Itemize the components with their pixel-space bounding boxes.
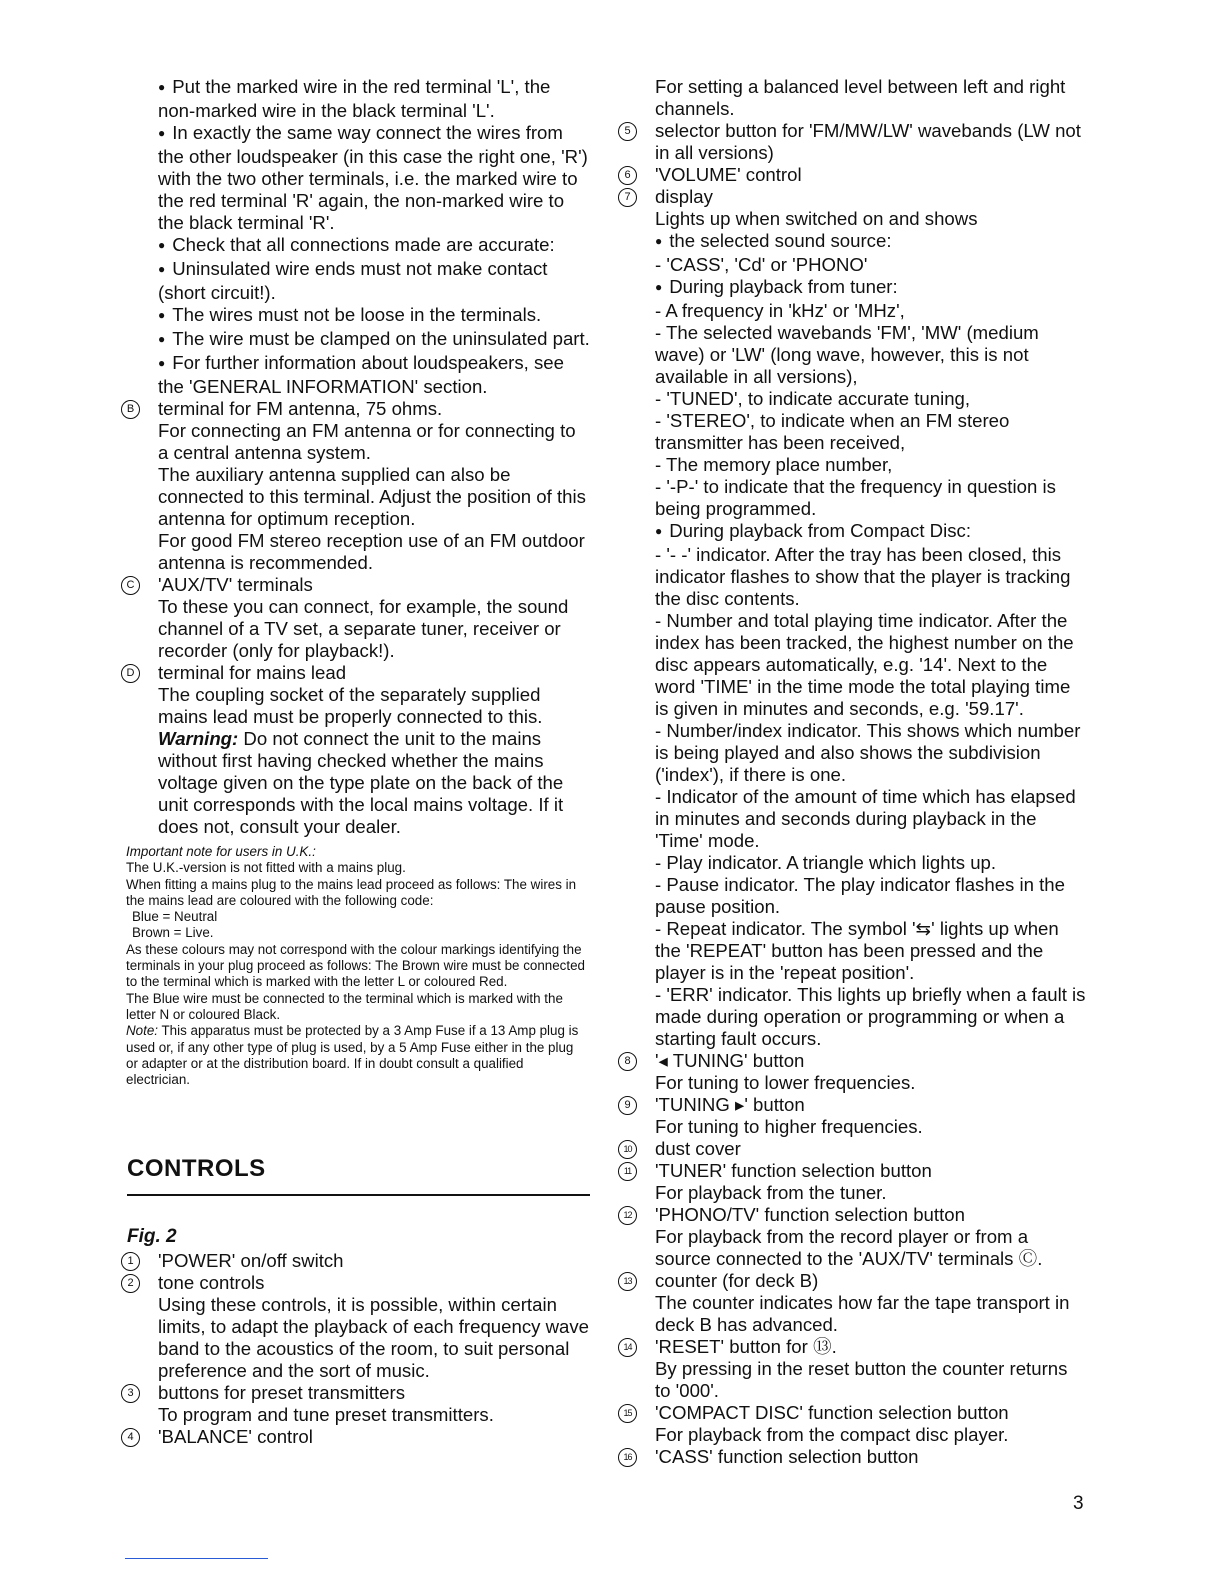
item-text: 'CASS' function selection button <box>655 1446 919 1467</box>
control-item <box>624 164 1087 186</box>
paragraph: For playback from the record player or from a source connected to the 'AUX/TV' terminals Ⓒ. <box>655 1226 1043 1269</box>
bullet-text: Put the marked wire in the red terminal 'L', the non-marked wire in the black terminal 'L'. <box>158 76 551 121</box>
paragraph: - A frequency in 'kHz' or 'MHz', <box>655 300 905 321</box>
paragraph: For playback from the compact disc player. <box>655 1424 1009 1445</box>
item-number-badge: 16 <box>618 1448 637 1467</box>
section-heading: CONTROLS <box>127 1155 266 1182</box>
bullet-text: During playback from tuner: <box>669 276 898 297</box>
item-number-badge: 13 <box>618 1272 637 1291</box>
item-text: terminal for mains lead <box>158 662 347 683</box>
item-number-badge: B <box>121 400 140 419</box>
note-line <box>126 1023 588 1088</box>
warning-label: Warning: <box>158 728 239 749</box>
note-label: Note: <box>126 1023 159 1039</box>
decorative-line <box>125 1558 268 1559</box>
item-number-badge: 7 <box>618 188 637 207</box>
control-item <box>127 1382 590 1404</box>
paragraph: The coupling socket of the separately supplied mains lead must be properly connected to this. <box>158 684 543 727</box>
control-item <box>624 120 1087 164</box>
bullet-text: During playback from Compact Disc: <box>669 520 971 541</box>
item-number-badge: 8 <box>618 1052 637 1071</box>
item-text: dust cover <box>655 1138 741 1159</box>
control-item <box>127 1426 590 1448</box>
paragraph: By pressing in the reset button the counter returns to '000'. <box>655 1358 1068 1401</box>
item-text: 'TUNER' function selection button <box>655 1160 932 1181</box>
item-number-badge: 1 <box>121 1252 140 1271</box>
paragraph: - 'ERR' indicator. This lights up briefly when a fault is made during operation or programming or when a starting fault occurs. <box>655 984 1086 1049</box>
item-text: 'POWER' on/off switch <box>158 1250 344 1271</box>
item-text: 'VOLUME' control <box>655 164 802 185</box>
note-line: Brown = Live. <box>132 925 214 941</box>
control-item <box>127 1250 590 1272</box>
warning-text: Do not connect the unit to the mains without first having checked whether the mains voltage given on the type plate on the back of the unit corresponds with the local mains voltage. If it does not, consult your dealer. <box>158 728 564 837</box>
note-line: Blue = Neutral <box>132 909 218 925</box>
control-item <box>624 1094 1087 1116</box>
paragraph: For playback from the tuner. <box>655 1182 887 1203</box>
right-column <box>623 76 1087 1468</box>
paragraph: - 'TUNED', to indicate accurate tuning, <box>655 388 971 409</box>
paragraph: - 'STEREO', to indicate when an FM stereo transmitter has been received, <box>655 410 1010 453</box>
note-line: The U.K.-version is not fitted with a mains plug. <box>126 860 406 876</box>
bullet-item <box>158 352 590 398</box>
bullet-item <box>655 520 1087 544</box>
item-number-badge: 9 <box>618 1096 637 1115</box>
paragraph: To these you can connect, for example, the sound channel of a TV set, a separate tuner, receiver or recorder (only for playback!). <box>158 596 569 661</box>
item-number-badge: 15 <box>618 1404 637 1423</box>
paragraph: - The memory place number, <box>655 454 893 475</box>
item-text: buttons for preset transmitters <box>158 1382 405 1403</box>
paragraph: The auxiliary antenna supplied can also be connected to this terminal. Adjust the position of this antenna for optimum reception. <box>158 464 586 529</box>
bullet-text: Uninsulated wire ends must not make contact (short circuit!). <box>158 258 548 303</box>
note-line: Important note for users in U.K.: <box>126 844 316 859</box>
item-number-badge: 3 <box>121 1384 140 1403</box>
paragraph: - 'CASS', 'Cd' or 'PHONO' <box>655 254 868 275</box>
item-text: counter (for deck B) <box>655 1270 819 1291</box>
control-item <box>126 574 590 596</box>
control-item <box>126 398 590 420</box>
paragraph: - Indicator of the amount of time which has elapsed in minutes and seconds during playback in the 'Time' mode. <box>655 786 1076 851</box>
control-item <box>624 186 1087 208</box>
item-number-badge: C <box>121 576 140 595</box>
paragraph: Using these controls, it is possible, within certain limits, to adapt the playback of each frequency wave band to the acoustics of the room, to suit personal preference and the sort of music. <box>158 1294 589 1381</box>
bullet-item <box>158 328 590 352</box>
paragraph: To program and tune preset transmitters. <box>158 1404 494 1425</box>
page-number: 3 <box>1073 1493 1084 1514</box>
bullet-text: Check that all connections made are accurate: <box>172 234 555 255</box>
item-text: '◂ TUNING' button <box>655 1050 805 1071</box>
paragraph: - '-P-' to indicate that the frequency in question is being programmed. <box>655 476 1056 519</box>
control-item <box>126 662 590 684</box>
paragraph: - The selected wavebands 'FM', 'MW' (medium wave) or 'LW' (long wave, however, this is not available in all versions), <box>655 322 1039 387</box>
item-text: tone controls <box>158 1272 265 1293</box>
item-text: selector button for 'FM/MW/LW' wavebands (LW not in all versions) <box>655 120 1081 163</box>
paragraph: For connecting an FM antenna or for connecting to a central antenna system. <box>158 420 576 463</box>
paragraph: For good FM stereo reception use of an FM outdoor antenna is recommended. <box>158 530 585 573</box>
item-number-badge: 10 <box>618 1140 637 1159</box>
paragraph: - Number and total playing time indicator. After the index has been tracked, the highest number on the disc appears automatically, e.g. '14'. Next to the word 'TIME' in the time mode the total playing time is given in minutes and seconds, e.g. '59.17'. <box>655 610 1074 719</box>
item-text: 'RESET' button for ⑬. <box>655 1336 837 1357</box>
left-column <box>126 76 590 838</box>
item-text: display <box>655 186 713 207</box>
bullet-text: the selected sound source: <box>669 230 892 251</box>
bullet-item <box>655 276 1087 300</box>
control-item <box>623 1402 1087 1424</box>
control-item <box>623 1336 1087 1358</box>
paragraph: - Number/index indicator. This shows which number is being played and also shows the subdivision ('index'), if there is one. <box>655 720 1081 785</box>
bullet-item <box>655 230 1087 254</box>
control-item <box>127 1272 590 1294</box>
item-number-badge: 11 <box>618 1162 637 1181</box>
item-number-badge: 14 <box>618 1338 637 1357</box>
item-text: terminal for FM antenna, 75 ohms. <box>158 398 443 419</box>
paragraph: For tuning to higher frequencies. <box>655 1116 923 1137</box>
item-number-badge: 5 <box>618 122 637 141</box>
bullet-item <box>158 122 590 234</box>
item-number-badge: 2 <box>121 1274 140 1293</box>
note-line: As these colours may not correspond with the colour markings identifying the terminals in your plug proceed as follows: The Brown wire must be connected to the terminal which is marked with the letter L or coloured Red. <box>126 941 585 990</box>
heading-rule <box>127 1194 590 1196</box>
item-number-badge: 6 <box>618 166 637 185</box>
item-number-badge: D <box>121 664 140 683</box>
item-text: 'BALANCE' control <box>158 1426 313 1447</box>
control-item <box>624 1050 1087 1072</box>
paragraph: - Pause indicator. The play indicator flashes in the pause position. <box>655 874 1065 917</box>
paragraph: For tuning to lower frequencies. <box>655 1072 916 1093</box>
item-text: 'TUNING ▸' button <box>655 1094 805 1115</box>
paragraph: The counter indicates how far the tape transport in deck B has advanced. <box>655 1292 1070 1335</box>
bullet-text: In exactly the same way connect the wires from the other loudspeaker (in this case the right one, 'R') with the two other terminals, i.e. the marked wire to the red terminal 'R' again, the non-marked wire to the black terminal 'R'. <box>158 122 588 233</box>
item-number-badge: 12 <box>618 1206 637 1225</box>
bullet-item <box>158 304 590 328</box>
paragraph: For setting a balanced level between left and right channels. <box>655 76 1066 119</box>
paragraph: - Play indicator. A triangle which lights up. <box>655 852 997 873</box>
bullet-text: For further information about loudspeakers, see the 'GENERAL INFORMATION' section. <box>158 352 564 397</box>
control-item <box>623 1204 1087 1226</box>
left-controls-list <box>127 1250 590 1448</box>
warning-paragraph <box>158 728 590 838</box>
control-item <box>623 1138 1087 1160</box>
item-text: 'PHONO/TV' function selection button <box>655 1204 965 1225</box>
bullet-item <box>158 234 590 258</box>
control-item <box>623 1160 1087 1182</box>
bullet-text: The wire must be clamped on the uninsulated part. <box>172 328 590 349</box>
note-line: The Blue wire must be connected to the terminal which is marked with the letter N or coloured Black. <box>126 990 563 1022</box>
item-number-badge: 4 <box>121 1428 140 1447</box>
uk-note <box>126 844 588 1088</box>
note-line: When fitting a mains plug to the mains lead proceed as follows: The wires in the mains lead are coloured with the following code: <box>126 876 577 908</box>
note-text: This apparatus must be protected by a 3 Amp Fuse if a 13 Amp plug is used or, if any other type of plug is used, by a 5 Amp Fuse either in the plug or adapter or at the distribution board. If in doubt consult a qualified electrician. <box>126 1023 579 1088</box>
item-text: 'AUX/TV' terminals <box>158 574 313 595</box>
bullet-item <box>158 76 590 122</box>
bullet-item <box>158 258 590 304</box>
bullet-text: The wires must not be loose in the terminals. <box>172 304 542 325</box>
paragraph: - Repeat indicator. The symbol '⇆' lights up when the 'REPEAT' button has been pressed and the player is in the 'repeat position'. <box>655 918 1059 983</box>
item-text: 'COMPACT DISC' function selection button <box>655 1402 1009 1423</box>
paragraph: Lights up when switched on and shows <box>655 208 978 229</box>
control-item <box>623 1446 1087 1468</box>
figure-label: Fig. 2 <box>127 1226 177 1247</box>
control-item <box>623 1270 1087 1292</box>
paragraph: - '- -' indicator. After the tray has been closed, this indicator flashes to show that the player is tracking the disc contents. <box>655 544 1071 609</box>
